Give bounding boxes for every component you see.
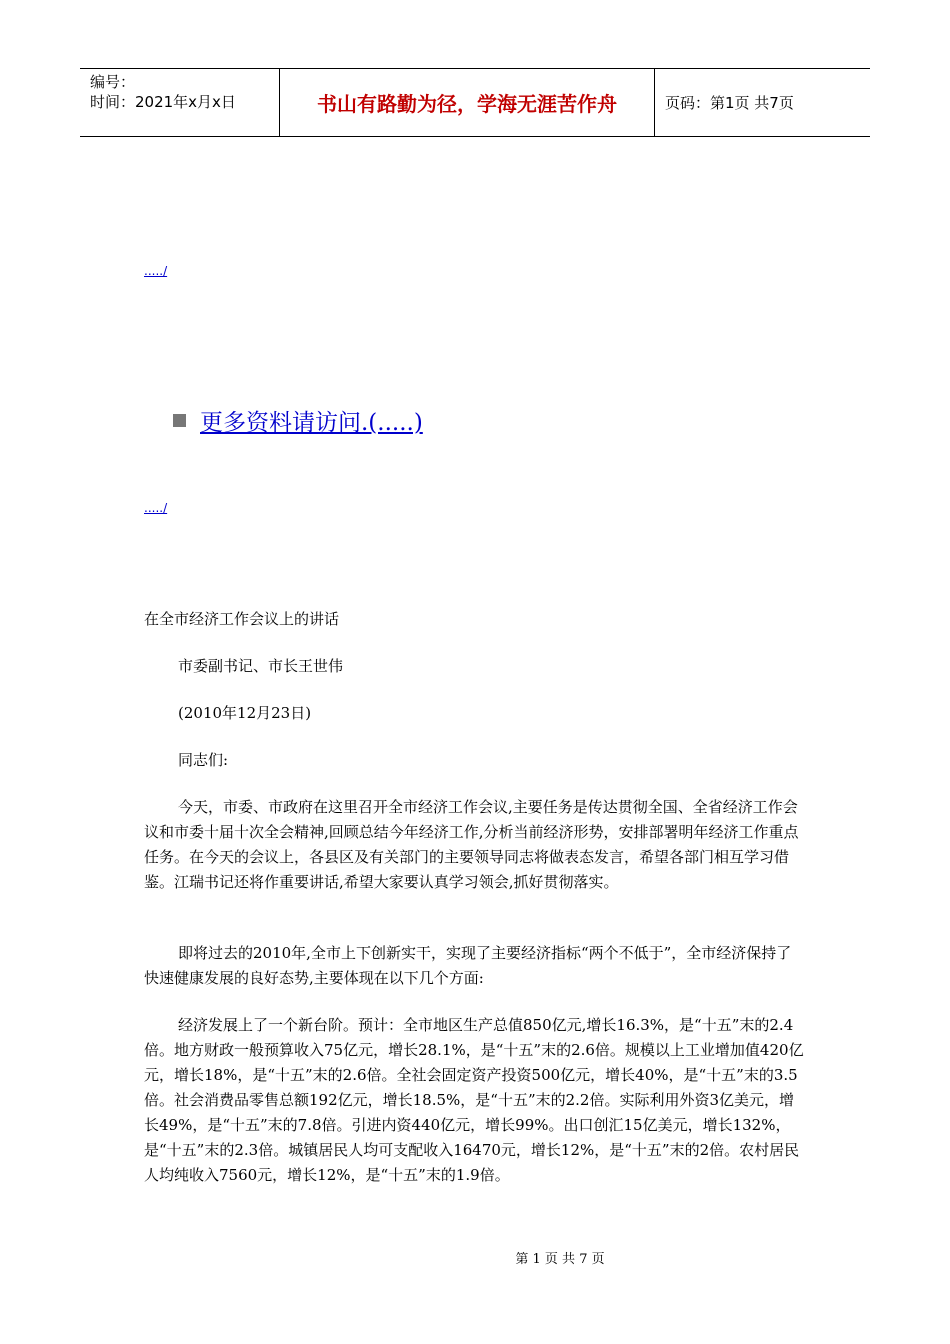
header-page-label: 页码：第1页 共7页 xyxy=(665,94,794,112)
header-motto: 书山有路勤为径，学海无涯苦作舟 xyxy=(280,69,655,136)
bottom-link[interactable]: ...../ xyxy=(144,501,168,515)
doc-paragraph-3: 经济发展上了一个新台阶。预计：全市地区生产总值850亿元,增长16.3%，是“十五”末的2.4倍。地方财政一般预算收入75亿元，增长28.1%，是“十五”末的2.6倍。规模以上工业增加值420亿元，增长18%，是“十五”末的2.6倍。全社会固定资产投资500亿元，增长40%，是“十五”末的3.5倍。社会消费品零售总额192亿元，增长18.5%，是“十五”末的2.2倍。实际利用外资3亿美元，增长49%，是“十五”末的7.8倍。引进内资440亿元，增长99%。出口创汇15亿美元，增长132%，是“十五”末的2.3倍。城镇居民人均可支配收入16470元，增长12%，是“十五”末的2倍。农村居民人均纯收入7560元，增长12%，是“十五”末的1.9倍。 xyxy=(144,1016,804,1184)
square-bullet-icon xyxy=(173,414,186,427)
doc-date: (2010年12月23日) xyxy=(178,704,312,722)
doc-author: 市委副书记、市长王世伟 xyxy=(178,657,344,675)
top-link[interactable]: ...../ xyxy=(144,264,168,278)
code-label: 编号： xyxy=(90,73,136,91)
doc-greeting: 同志们: xyxy=(178,751,229,769)
doc-title: 在全市经济工作会议上的讲话 xyxy=(144,610,340,628)
page-header xyxy=(80,68,870,137)
time-label: 时间：2021年x月x日 xyxy=(90,93,236,111)
header-left-cell xyxy=(80,69,280,136)
doc-paragraph-2: 即将过去的2010年,全市上下创新实干，实现了主要经济指标“两个不低于”，全市经济保持了快速健康发展的良好态势,主要体现在以下几个方面: xyxy=(144,944,792,987)
page-footer: 第 1 页 共 7 页 xyxy=(515,1252,605,1267)
more-info-link[interactable]: 更多资料请访问.(.....) xyxy=(200,410,423,436)
more-info-line xyxy=(173,404,423,437)
doc-paragraph-1: 今天，市委、市政府在这里召开全市经济工作会议,主要任务是传达贯彻全国、全省经济工作会议和市委十届十次全会精神,回顾总结今年经济工作,分析当前经济形势，安排部署明年经济工作重点任务。在今天的会议上，各县区及有关部门的主要领导同志将做表态发言，希望各部门相互学习借鉴。江瑞书记还将作重要讲话,希望大家要认真学习领会,抓好贯彻落实。 xyxy=(144,798,799,891)
